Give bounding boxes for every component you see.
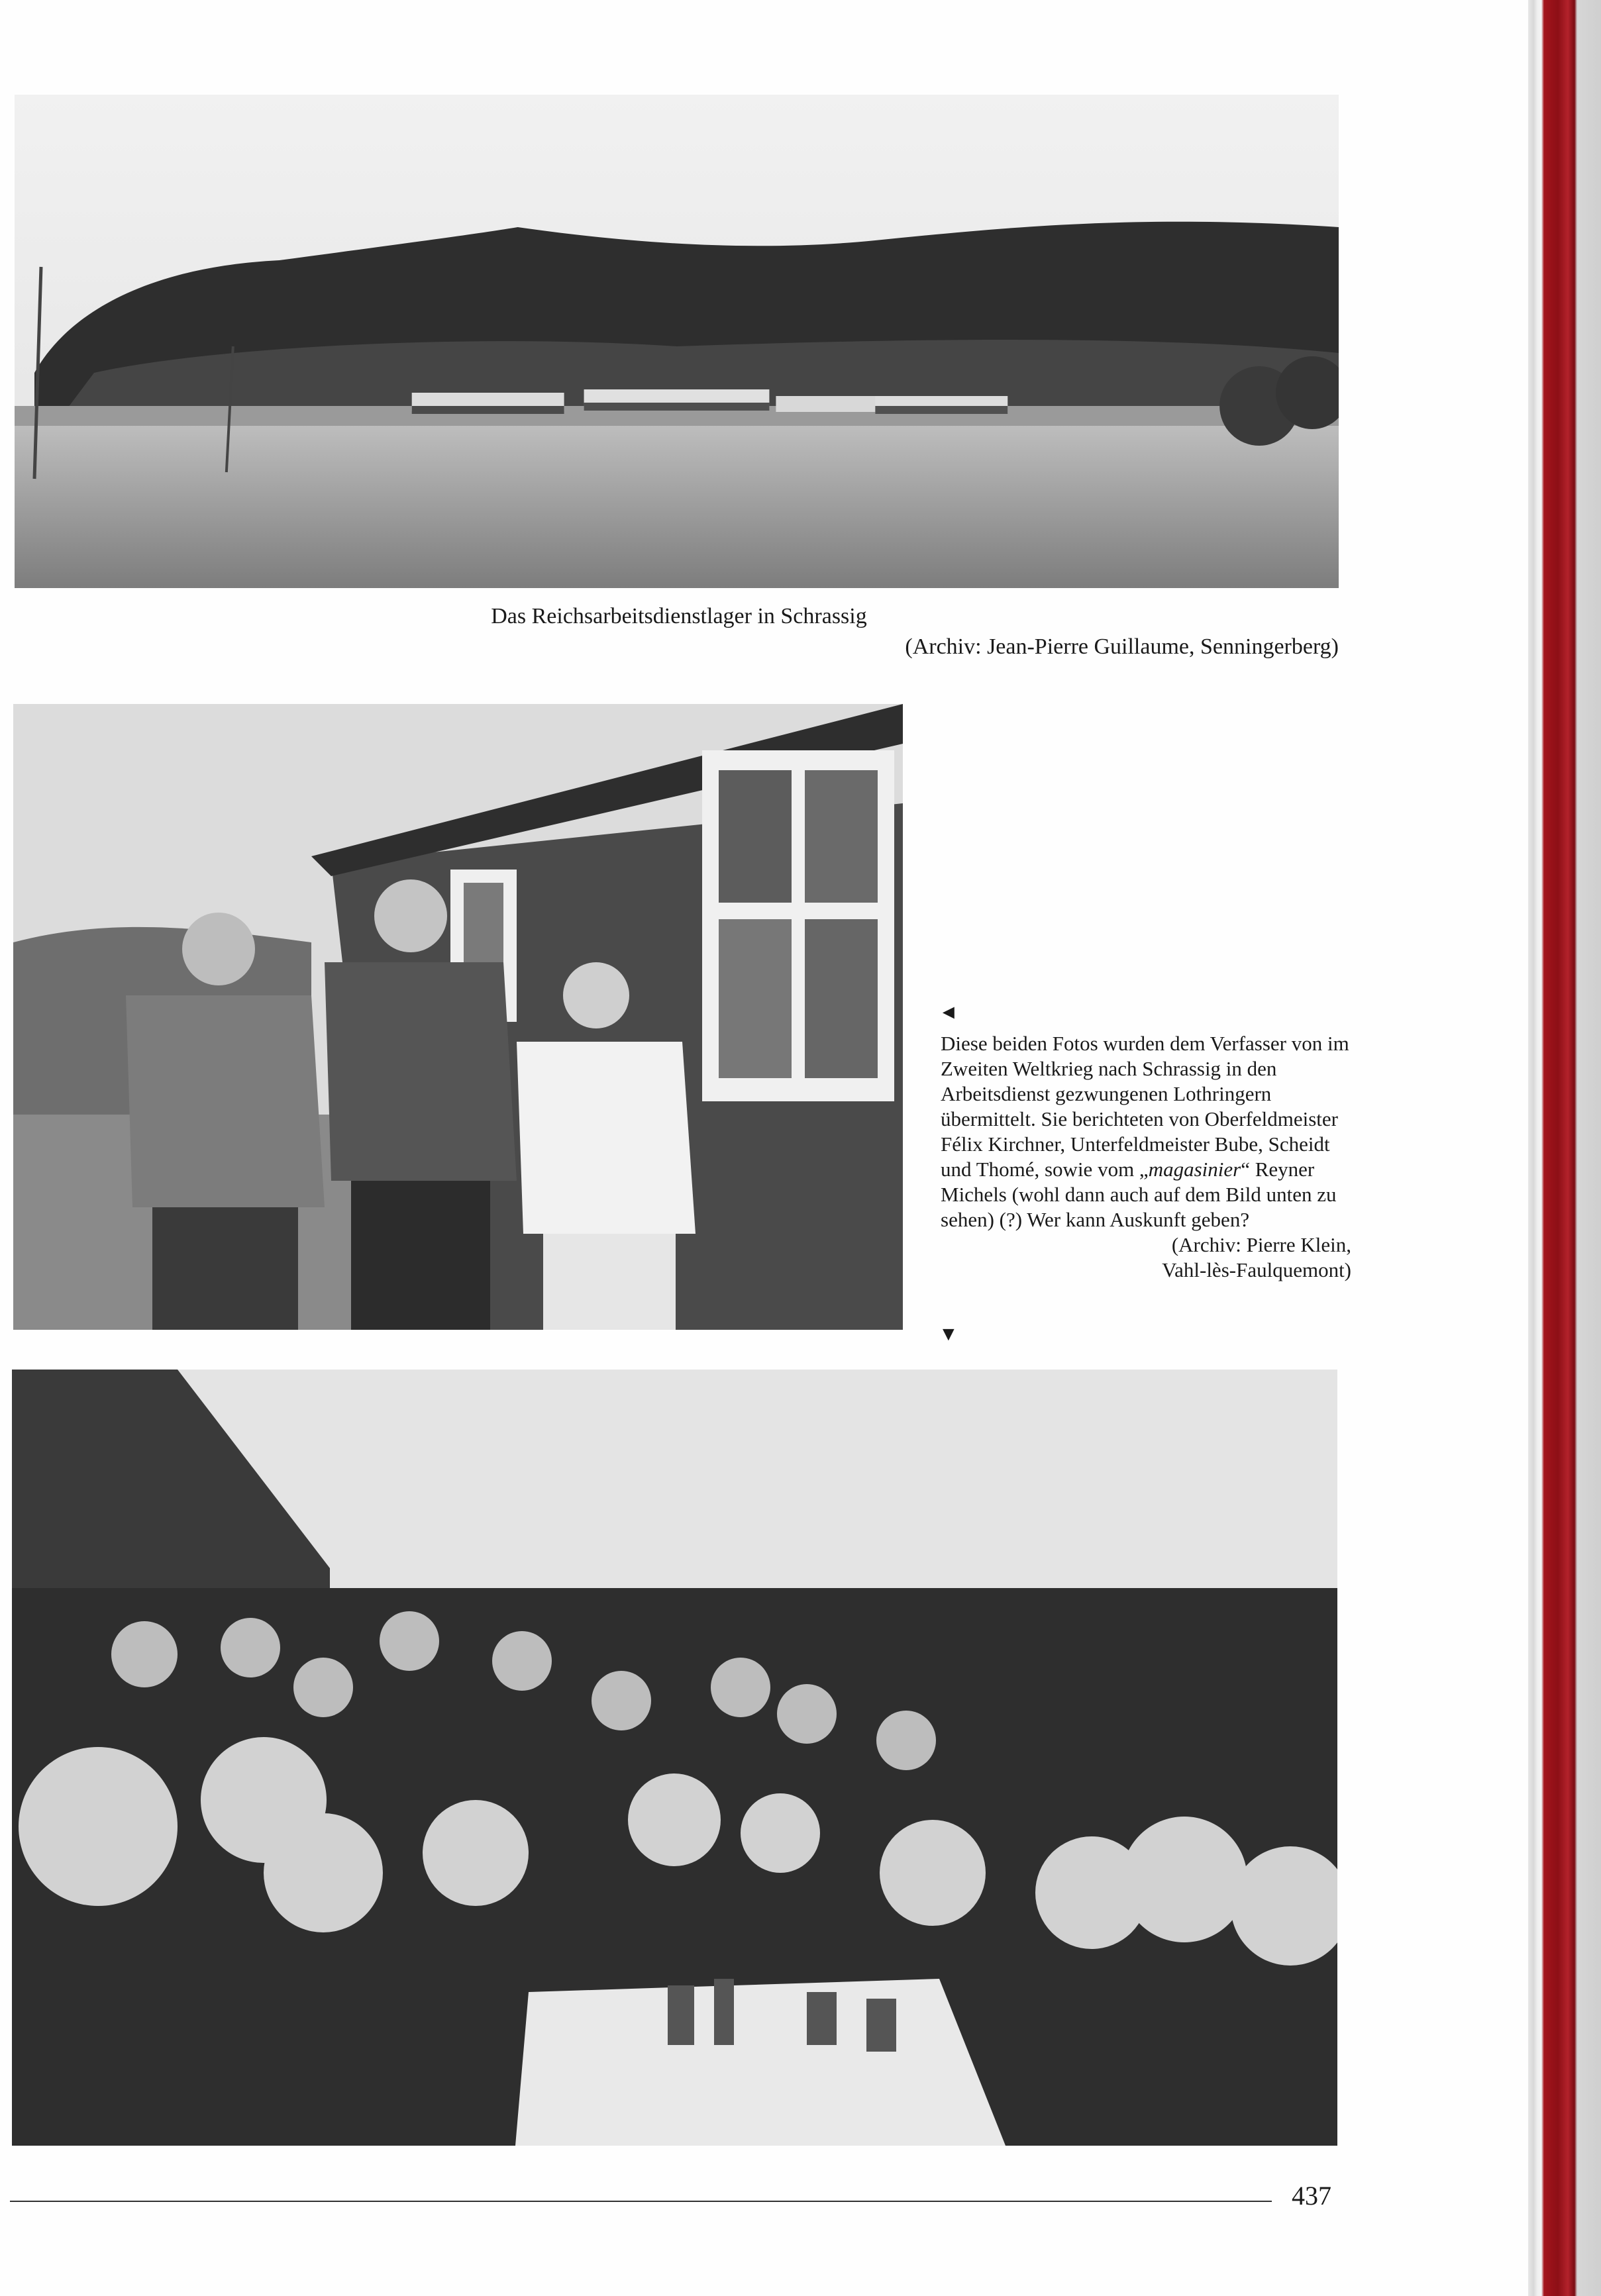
arrow-down-icon: ▼ bbox=[939, 1323, 958, 1345]
figure-caption: Das Reichsarbeitsdienstlager in Schrassig bbox=[491, 604, 867, 628]
camp-landscape-photo bbox=[15, 95, 1339, 588]
barrack-men-photo bbox=[13, 704, 903, 1330]
side-note-text-a: Diese beiden Fotos wurden dem Verfasser von im Zweiten Weltkrieg nach Schrassig in den Arbeitsdienst gezwungenen Lothringern übermittelt. Sie berichteten von Oberfeldmeister Félix Kirchner, Unterfeldmeister Bube, Scheidt und Thomé, sowie vom „ bbox=[941, 1032, 1349, 1181]
side-note-credit-2: Vahl-lès-Faulquemont) bbox=[1162, 1258, 1351, 1281]
side-note-body bbox=[941, 1031, 1351, 1232]
footer-rule bbox=[10, 2201, 1272, 2202]
book-page-edge bbox=[1528, 0, 1601, 2296]
side-note-text-b: “ Reyner Michels (wohl dann auch auf dem Bild unten zu sehen) (?) Wer kann Auskunft geben? bbox=[941, 1158, 1337, 1231]
arrow-left-icon: ◄ bbox=[939, 1001, 958, 1023]
side-note-emphasis: magasinier bbox=[1148, 1158, 1241, 1181]
group-table-photo bbox=[12, 1370, 1337, 2146]
figure-credit: (Archiv: Jean-Pierre Guillaume, Senningerberg) bbox=[905, 634, 1339, 659]
side-note bbox=[941, 1003, 1351, 1283]
side-note-credit-1: (Archiv: Pierre Klein, bbox=[1171, 1233, 1351, 1256]
page-number: 437 bbox=[1292, 2181, 1331, 2211]
